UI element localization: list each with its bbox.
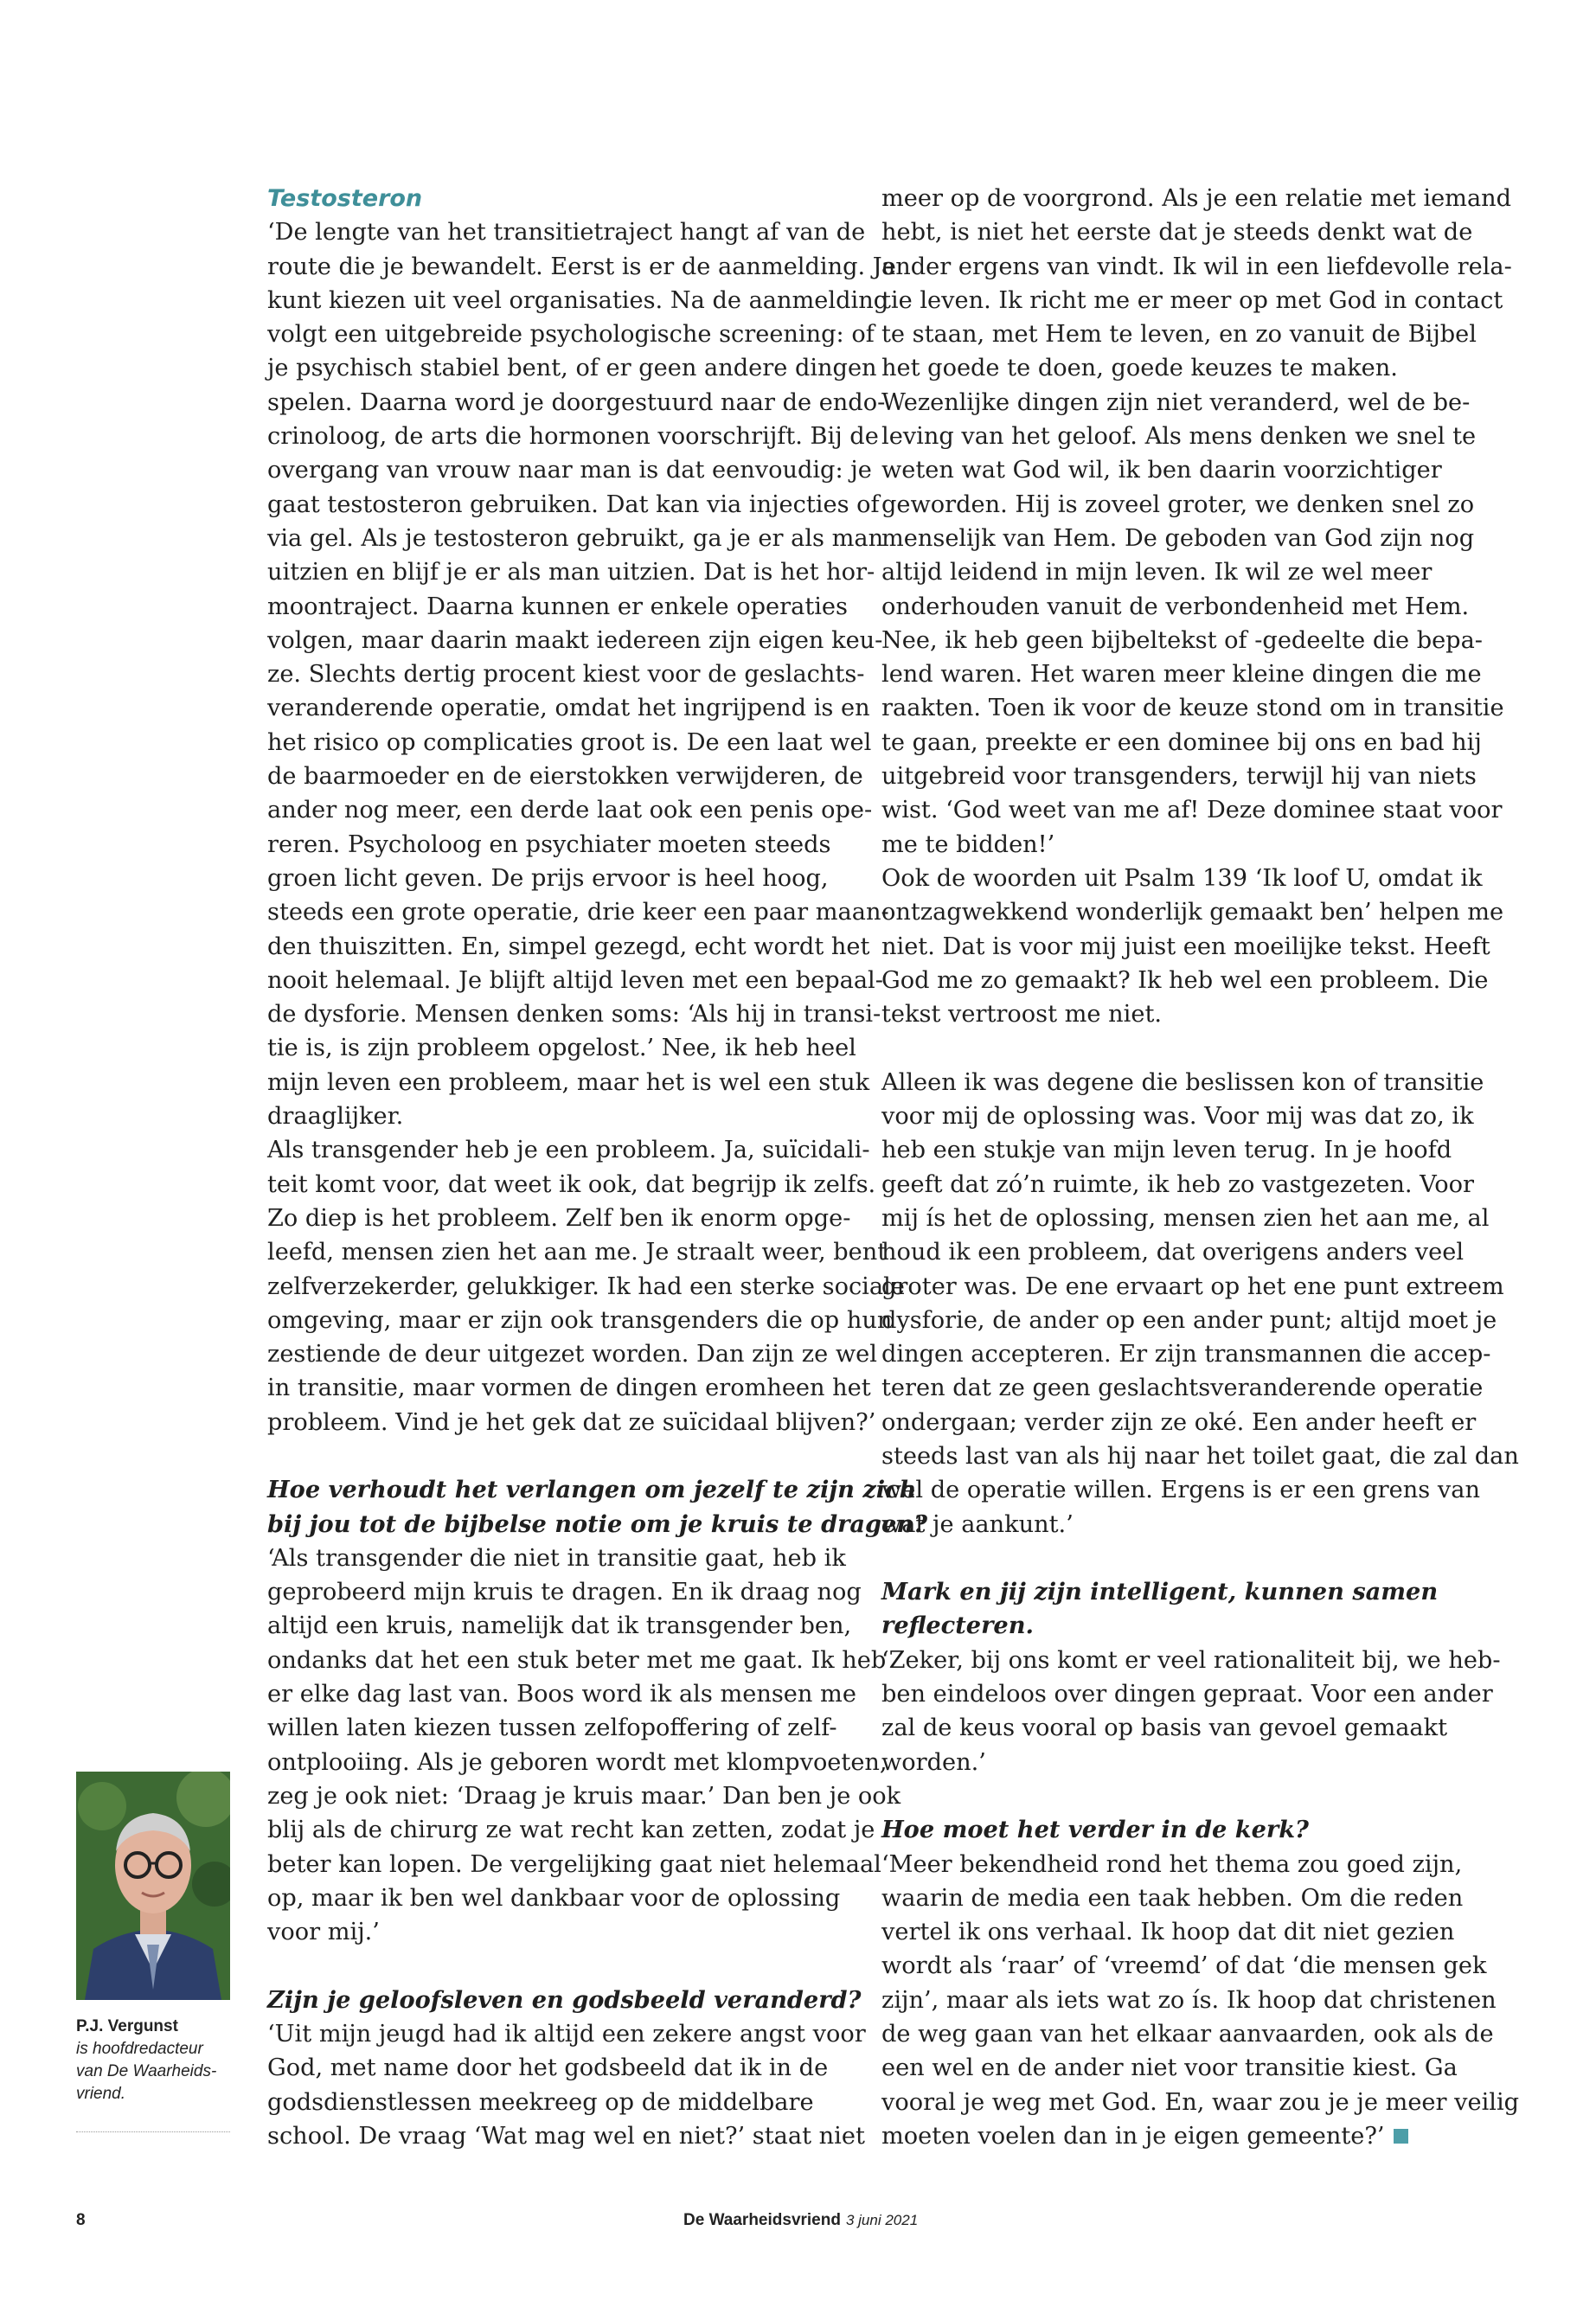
body-text-line [267,657,865,691]
body-text-line [267,453,872,487]
line-text: ‘Zeker, bij ons komt er veel rationaliteit bij, we heb- [881,1646,1501,1674]
body-text-line [881,182,1512,215]
body-text-line [881,760,1477,793]
body-text-line [881,386,1470,420]
line-text: ‘Als transgender die niet in transitie gaat, heb ik [267,1544,846,1572]
body-text-line [881,351,1470,385]
line-text: geeft dat zó’n ruimte, ik heb zo vastgezeten. Voor [881,1170,1474,1198]
page-number: 8 [76,2211,86,2229]
line-text: mijn leven een probleem, maar het is wel een stuk [267,1068,870,1096]
line-text: menselijk van Hem. De geboden van God zijn nog [881,524,1475,552]
body-text-line [267,760,863,793]
line-text: Mark en jij zijn intelligent, kunnen samen [881,1578,1439,1606]
line-text: crinoloog, de arts die hormonen voorschrijft. Bij de [267,423,879,451]
body-text-line [267,793,873,827]
line-text: God, met name door het godsbeeld dat ik in de [267,2054,829,2082]
line-text: bij jou tot de bijbelse notie om je kruis te dragen? [267,1509,928,1538]
body-text-line [267,1746,888,1779]
line-text: ben eindeloos over dingen gepraat. Voor een ander [881,1681,1493,1708]
line-text: tekst vertroost me niet. [881,1001,1163,1029]
line-text: leving van het geloof. Als mens denken we snel te [881,423,1477,451]
body-text-line [267,1881,841,1915]
interview-question-line [881,1609,1470,1643]
body-text-line [267,1575,862,1609]
author-role-line: van De Waarheids- [76,2062,217,2080]
body-text-line [881,2086,1520,2119]
line-text: wel de operatie willen. Ergens is er een grens van [881,1477,1480,1504]
line-text: willen laten kiezen tussen zelfopoffering of zelf- [267,1715,837,1742]
author-photo [76,1772,230,2000]
body-text-line [267,895,889,929]
body-text-line [881,1304,1497,1337]
line-text: hebt, is niet het eerste dat je steeds denkt wat de [881,219,1473,247]
line-text: geprobeerd mijn kruis te dragen. En ik draag nog [267,1579,862,1606]
body-text-line [267,1711,838,1745]
author-role-line: vriend. [76,2085,126,2103]
line-text: vertel ik ons verhaal. Ik hoop dat dit niet gezien [881,1919,1455,1946]
line-text: groter was. De ene ervaart op het ene punt extreem [881,1272,1504,1300]
line-text: tie is, is zijn probleem opgelost.’ Nee, ik heb heel [267,1035,856,1062]
body-text-line [267,2086,838,2119]
body-text-line [267,1609,852,1643]
line-text: zijn’, maar als iets wat zo ís. Ik hoop dat christenen [881,1986,1497,2014]
footer-publication [683,2211,918,2230]
line-text: teit komt voor, dat weet ik ook, dat begrijp ik zelfs. [267,1170,876,1198]
body-text-line [267,250,896,284]
body-text-line [267,1406,876,1439]
body-text-line [267,2017,866,2051]
line-text: ze. Slechts dertig procent kiest voor de geslachts- [267,661,865,689]
body-text-line [881,420,1477,453]
line-text: houd ik een probleem, dat overigens anders veel [881,1239,1465,1266]
body-text-line [267,420,879,453]
body-text-line [881,1202,1490,1235]
line-text: moontraject. Daarna kunnen er enkele operaties [267,593,848,620]
line-text: Testosteron [267,185,423,212]
line-text: volgt een uitgebreide psychologische screening: of [267,321,875,349]
line-text: blij als de chirurg ze wat recht kan zetten, zodat je [267,1817,875,1844]
paragraph-gap [881,1031,1470,1065]
author-portrait-illustration [76,1772,230,2000]
body-text-line [267,1066,870,1099]
body-text-line [881,2119,1470,2153]
body-text-line [881,1168,1474,1202]
interview-question-line [881,1575,1470,1609]
body-text-line [881,895,1504,929]
line-text: volgen, maar daarin maakt iedereen zijn eigen keu- [267,626,883,654]
body-text-line [881,997,1470,1031]
paragraph-gap [881,1779,1470,1813]
line-text: de baarmoeder en de eierstokken verwijderen, de [267,763,863,791]
line-text: onderhouden vanuit de verbondenheid met Hem. [881,593,1470,620]
body-text-line [267,1848,881,1881]
line-text: zal de keus vooral op basis van gevoel gemaakt [881,1715,1448,1742]
body-text-line [881,284,1503,317]
body-text-line [881,488,1475,522]
line-text: leefd, mensen zien het aan me. Je straalt weer, bent [267,1239,888,1266]
line-text: me te bidden!’ [881,830,1055,858]
body-text-line [881,1508,1470,1541]
line-text: mij ís het de oplossing, mensen zien het aan me, al [881,1204,1490,1232]
body-text-line [267,862,838,895]
line-text: voor mij.’ [267,1919,380,1946]
paragraph-gap [267,1439,838,1473]
body-text-line [267,317,875,351]
body-text-line [881,1099,1474,1133]
line-text: wordt als ‘raar’ of ‘vreemd’ of dat ‘die mensen gek [881,1952,1487,1980]
line-text: Alleen ik was degene die beslissen kon of transitie [881,1068,1484,1096]
body-text-line [881,1644,1501,1677]
article-end-square-icon [1394,2129,1408,2144]
body-text-line [881,590,1470,624]
publication-date: 3 juni 2021 [845,2212,919,2228]
line-text: raakten. Toen ik voor de keuze stond om in transitie [881,695,1504,722]
body-text-line [881,1066,1484,1099]
paragraph-gap [881,1541,1470,1575]
body-text-line [881,522,1475,555]
line-text: dysforie, de ander op een ander punt; altijd moet je [881,1306,1497,1334]
line-text: meer op de voorgrond. Als je een relatie met iemand [881,185,1512,212]
line-text: via gel. Als je testosteron gebruikt, ga je er als man [267,524,884,552]
line-text: ontzagwekkend wonderlijk gemaakt ben’ helpen me [881,899,1504,926]
line-text: moeten voelen dan in je eigen gemeente?’ [881,2122,1385,2150]
body-text-line [267,1371,871,1405]
body-text-line [881,964,1489,997]
line-text: school. De vraag ‘Wat mag wel en niet?’ staat niet [267,2122,865,2150]
line-text: lend waren. Het waren meer kleine dingen die me [881,661,1482,689]
author-role-line: is hoofdredacteur [76,2040,203,2058]
line-text: spelen. Daarna word je doorgestuurd naar de endo- [267,388,886,416]
body-text-line [881,1915,1470,1949]
line-text: tie leven. Ik richt me er meer op met God in contact [881,286,1503,314]
line-text: draaglijker. [267,1103,404,1131]
line-text: wat je aankunt.’ [881,1510,1074,1538]
body-text-line [267,828,838,862]
body-text-line [267,1541,846,1575]
body-text-line [881,250,1512,284]
line-text: vooral je weg met God. En, waar zou je je meer veilig [881,2088,1520,2116]
body-text-line [267,1779,901,1813]
body-text-line [267,726,872,760]
body-text-line [267,1304,893,1337]
body-text-line [267,1915,838,1949]
line-text: ondergaan; verder zijn ze oké. Een ander heeft er [881,1408,1477,1436]
line-text: omgeving, maar er zijn ook transgenders die op hun [267,1306,893,1334]
line-text: probleem. Vind je het gek dat ze suïcidaal blijven?’ [267,1408,876,1436]
line-text: het risico op complicaties groot is. De een laat wel [267,728,872,756]
line-text: Hoe verhoudt het verlangen om jezelf te zijn zich [267,1476,917,1504]
line-text: op, maar ik ben wel dankbaar voor de oplossing [267,1884,841,1912]
line-text: ander ergens van vindt. Ik wil in een liefdevolle rela- [881,253,1512,280]
line-text: beter kan lopen. De vergelijking gaat niet helemaal [267,1850,881,1878]
line-text: godsdienstlessen meekreeg op de middelbare [267,2088,814,2116]
line-text: de weg gaan van het elkaar aanvaarden, ook als de [881,2021,1494,2048]
body-text-line [267,1644,887,1677]
line-text: Zijn je geloofsleven en godsbeeld veranderd? [267,1985,862,2014]
body-text-line [267,1270,905,1304]
line-text: altijd een kruis, namelijk dat ik transgender ben, [267,1612,852,1640]
line-text: altijd leidend in mijn leven. Ik wil ze wel meer [881,559,1433,586]
body-text-line [267,964,883,997]
body-text-line [267,2051,838,2085]
line-text: veranderende operatie, omdat het ingrijpend is en [267,695,870,722]
line-text: te gaan, preekte er een dominee bij ons en bad hij [881,728,1482,756]
line-text: Als transgender heb je een probleem. Ja, suïcidali- [267,1137,870,1164]
body-text-line [881,793,1503,827]
line-text: reren. Psycholoog en psychiater moeten steeds [267,830,831,858]
line-text: kunt kiezen uit veel organisaties. Na de aanmelding [267,286,889,314]
line-text: voor mij de oplossing was. Voor mij was dat zo, ik [881,1103,1474,1131]
body-text-line [267,997,881,1031]
line-text: gaat testosteron gebruiken. Dat kan via injecties of [267,490,880,518]
body-text-line [881,2051,1470,2085]
body-text-line [881,215,1473,249]
body-text-line [881,1473,1480,1507]
body-text-line [881,1949,1487,1983]
body-text-line [881,1848,1470,1881]
body-text-line [881,930,1490,964]
line-text: niet. Dat is voor mij juist een moeilijke tekst. Heeft [881,933,1490,960]
body-text-line [267,590,848,624]
body-text-line [267,1677,856,1711]
line-text: den thuiszitten. En, simpel gezegd, echt wordt het [267,933,870,960]
line-text: Wezenlijke dingen zijn niet veranderd, wel de be- [881,388,1471,416]
body-text-line [881,1746,1470,1779]
line-text: ondanks dat het een stuk beter met me gaat. Ik heb [267,1646,887,1674]
body-text-line [881,1406,1477,1439]
interview-question-line [881,1813,1470,1847]
body-text-line [267,691,870,725]
body-text-line [881,657,1482,691]
body-text-line [267,930,870,964]
body-text-line [881,1439,1519,1473]
body-text-line [267,624,883,657]
body-text-line [267,351,877,385]
line-text: groen licht geven. De prijs ervoor is heel hoog, [267,864,829,892]
body-text-line [881,2017,1494,2051]
line-text: zestiende de deur uitgezet worden. Dan zijn ze wel [267,1341,877,1368]
line-text: dingen accepteren. Er zijn transmannen die accep- [881,1341,1491,1368]
line-text: geworden. Hij is zoveel groter, we denken snel zo [881,490,1475,518]
line-text: uitzien en blijf je er als man uitzien. Dat is het hor- [267,559,875,586]
body-text-line [881,555,1470,589]
line-text: Zo diep is het probleem. Zelf ben ik enorm opge- [267,1204,851,1232]
left-text-column [267,182,928,2153]
body-text-line [267,522,884,555]
line-text: in transitie, maar vormen de dingen eromheen het [267,1375,871,1402]
author-caption [76,2016,230,2106]
body-text-line [881,691,1504,725]
body-text-line [881,1677,1493,1711]
body-text-line [267,2119,865,2153]
line-text: weten wat God wil, ik ben daarin voorzichtiger [881,457,1442,484]
interview-question-line [267,1984,862,2017]
line-text: nooit helemaal. Je blijft altijd leven met een bepaal- [267,966,883,994]
line-text: reflecteren. [881,1612,1034,1640]
body-text-line [881,828,1470,862]
line-text: te staan, met Hem te leven, en zo vanuit de Bijbel [881,321,1477,349]
body-text-line [881,726,1482,760]
line-text: er elke dag last van. Boos word ik als mensen me [267,1681,856,1708]
body-text-line [881,1711,1470,1745]
publication-name: De Waarheidsvriend [683,2211,841,2229]
line-text: je psychisch stabiel bent, of er geen andere dingen [267,355,877,382]
line-text: ‘Uit mijn jeugd had ik altijd een zekere angst voor [267,2021,866,2048]
section-heading [267,182,838,215]
line-text: route die je bewandelt. Eerst is er de aanmelding. Je [267,253,896,280]
body-text-line [881,453,1470,487]
body-text-line [267,488,880,522]
line-text: waarin de media een taak hebben. Om die reden [881,1884,1464,1912]
line-text: een wel en de ander niet voor transitie kiest. Ga [881,2054,1458,2082]
body-text-line [267,1099,838,1133]
body-text-line [267,1168,876,1202]
body-text-line [267,1813,875,1847]
paragraph-gap [267,1949,838,1983]
body-text-line [881,1371,1484,1405]
body-text-line [881,862,1483,895]
body-text-line [267,1202,851,1235]
line-text: steeds een grote operatie, drie keer een paar maan- [267,899,889,926]
interview-question-line [267,1508,928,1541]
line-text: worden.’ [881,1748,986,1776]
body-text-line [881,1235,1470,1269]
line-text: ‘De lengte van het transitietraject hangt af van de [267,219,866,247]
body-text-line [881,1337,1491,1371]
line-text: heb een stukje van mijn leven terug. In je hoofd [881,1137,1452,1164]
line-text: zeg je ook niet: ‘Draag je kruis maar.’ Dan ben je ook [267,1782,901,1810]
line-text: uitgebreid voor transgenders, terwijl hij van niets [881,763,1477,791]
body-text-line [267,1133,870,1167]
author-name: P.J. Vergunst [76,2017,178,2035]
line-text: teren dat ze geen geslachtsveranderende operatie [881,1375,1484,1402]
line-text: ontplooiing. Als je geboren wordt met klompvoeten, [267,1748,888,1776]
line-text: Hoe moet het verder in de kerk? [881,1816,1309,1844]
line-text: zelfverzekerder, gelukkiger. Ik had een sterke sociale [267,1272,905,1300]
body-text-line [881,1984,1497,2017]
line-text: steeds last van als hij naar het toilet gaat, die zal dan [881,1442,1519,1470]
body-text-line [267,1235,888,1269]
body-text-line [881,1133,1470,1167]
line-text: Ook de woorden uit Psalm 139 ‘Ik loof U, omdat ik [881,864,1483,892]
body-text-line [881,1270,1504,1304]
body-text-line [267,1337,877,1371]
body-text-line [267,555,875,589]
body-text-line [881,317,1477,351]
right-text-column [881,182,1520,2153]
line-text: overgang van vrouw naar man is dat eenvoudig: je [267,457,872,484]
line-text: de dysforie. Mensen denken soms: ‘Als hij in transi- [267,1001,881,1029]
line-text: ander nog meer, een derde laat ook een penis ope- [267,797,873,824]
body-text-line [881,624,1483,657]
line-text: Nee, ik heb geen bijbeltekst of -gedeelte die bepa- [881,626,1483,654]
body-text-line [267,284,889,317]
body-text-line [881,1881,1470,1915]
line-text: het goede te doen, goede keuzes te maken. [881,355,1398,382]
body-text-line [267,1031,856,1065]
body-text-line [267,215,866,249]
caption-divider [76,2131,230,2132]
line-text: God me zo gemaakt? Ik heb wel een probleem. Die [881,966,1489,994]
body-text-line [267,386,886,420]
interview-question-line [267,1473,917,1507]
line-text: wist. ‘God weet van me af! Deze dominee staat voor [881,797,1503,824]
line-text: ‘Meer bekendheid rond het thema zou goed zijn, [881,1850,1463,1878]
